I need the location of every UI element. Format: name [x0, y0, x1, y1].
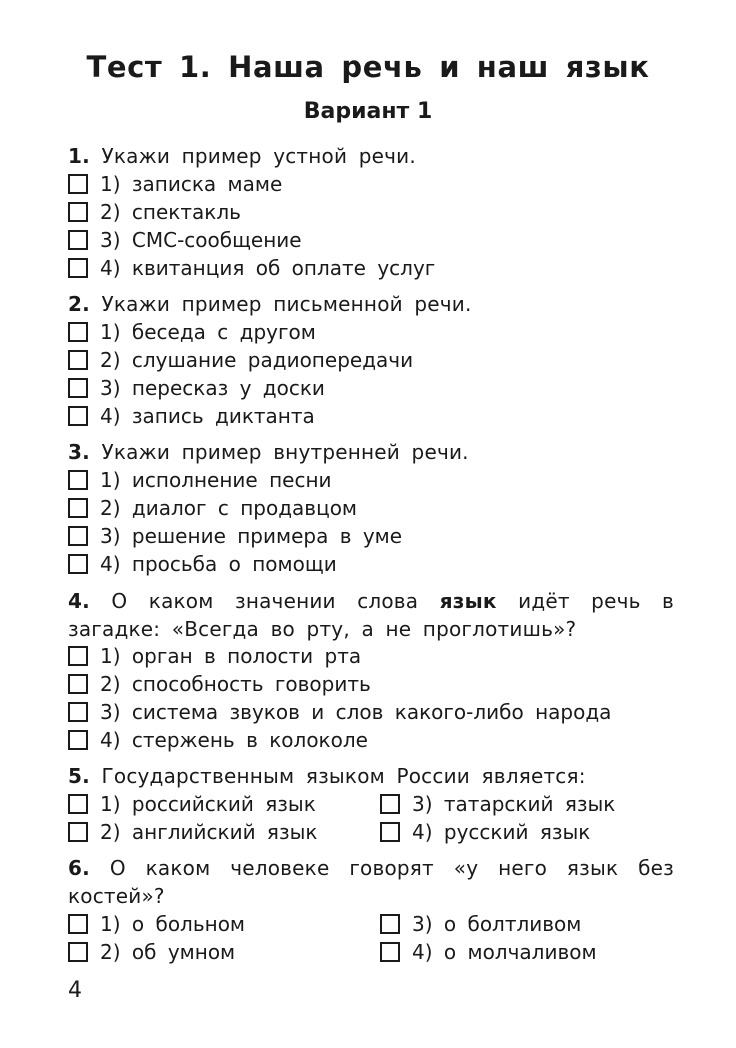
answer-option[interactable]: [68, 402, 315, 430]
option-label: 3) СМС-сообщение: [100, 228, 302, 252]
option-label: 2) диалог с продавцом: [100, 496, 358, 520]
checkbox[interactable]: [68, 526, 88, 546]
option-label: 2) способность говорить: [100, 672, 371, 696]
answer-option[interactable]: [68, 494, 357, 522]
option-label: 4) запись диктанта: [100, 404, 315, 428]
option-label: 3) решение примера в уме: [100, 524, 403, 548]
answer-option[interactable]: [68, 466, 332, 494]
option-label: 4) о молчаливом: [412, 940, 597, 964]
option-label: 2) слушание радиопередачи: [100, 348, 414, 372]
question-number: 4.: [68, 589, 90, 613]
question-text: Укажи пример внутренней речи.: [101, 440, 469, 464]
checkbox[interactable]: [380, 822, 400, 842]
question-text: О каком значении слова: [111, 589, 419, 613]
checkbox[interactable]: [68, 350, 88, 370]
option-label: 4) квитанция об оплате услуг: [100, 256, 436, 280]
option-label: 3) система звуков и слов какого-либо народа: [100, 700, 612, 724]
question-3: [68, 438, 674, 466]
option-label: 4) стержень в колоколе: [100, 728, 368, 752]
checkbox[interactable]: [68, 230, 88, 250]
option-label: 1) беседа с другом: [100, 320, 316, 344]
question-2: [68, 290, 674, 318]
checkbox[interactable]: [68, 646, 88, 666]
checkbox[interactable]: [68, 406, 88, 426]
checkbox[interactable]: [68, 470, 88, 490]
answer-option[interactable]: [68, 910, 245, 938]
checkbox[interactable]: [68, 554, 88, 574]
option-label: 3) пересказ у доски: [100, 376, 325, 400]
answer-option[interactable]: [68, 550, 337, 578]
answer-option[interactable]: [68, 698, 611, 726]
question-number: 6.: [68, 856, 90, 880]
checkbox[interactable]: [68, 822, 88, 842]
answer-option[interactable]: [380, 910, 581, 938]
question-text: Укажи пример письменной речи.: [101, 292, 472, 316]
answer-option[interactable]: [380, 938, 597, 966]
page-number: 4: [68, 978, 82, 1003]
checkbox[interactable]: [68, 378, 88, 398]
checkbox[interactable]: [68, 674, 88, 694]
checkbox[interactable]: [68, 174, 88, 194]
answer-option[interactable]: [68, 670, 371, 698]
option-label: 3) татарский язык: [412, 792, 616, 816]
checkbox[interactable]: [380, 942, 400, 962]
answer-option[interactable]: [68, 818, 317, 846]
answer-option[interactable]: [380, 790, 615, 818]
answer-option[interactable]: [68, 226, 302, 254]
variant-heading: Вариант 1: [303, 99, 433, 124]
question-text-continued: идёт речь в загадке: «Всегда во рту, а не проглотишь»?: [68, 589, 675, 641]
checkbox[interactable]: [68, 730, 88, 750]
checkbox[interactable]: [68, 202, 88, 222]
answer-option[interactable]: [68, 374, 325, 402]
question-1: [68, 142, 674, 170]
checkbox[interactable]: [380, 794, 400, 814]
option-label: 1) орган в полости рта: [100, 644, 362, 668]
option-label: 1) исполнение песни: [100, 468, 332, 492]
option-label: 2) спектакль: [100, 200, 241, 224]
option-label: 1) российский язык: [100, 792, 316, 816]
option-label: 4) просьба о помощи: [100, 552, 337, 576]
answer-option[interactable]: [68, 938, 235, 966]
checkbox[interactable]: [68, 322, 88, 342]
checkbox[interactable]: [68, 258, 88, 278]
question-text: Укажи пример устной речи.: [101, 144, 416, 168]
answer-option[interactable]: [380, 818, 590, 846]
question-number: 2.: [68, 292, 90, 316]
answer-option[interactable]: [68, 642, 361, 670]
checkbox[interactable]: [380, 914, 400, 934]
checkbox[interactable]: [68, 914, 88, 934]
question-number: 5.: [68, 764, 90, 788]
question-text: О каком человеке говорят «у него язык без костей»?: [68, 856, 674, 908]
checkbox[interactable]: [68, 498, 88, 518]
answer-option[interactable]: [68, 522, 402, 550]
question-keyword: язык: [439, 589, 497, 613]
checkbox[interactable]: [68, 794, 88, 814]
answer-option[interactable]: [68, 346, 413, 374]
answer-option[interactable]: [68, 198, 241, 226]
answer-option[interactable]: [68, 726, 368, 754]
answer-option[interactable]: [68, 254, 435, 282]
answer-option[interactable]: [68, 318, 316, 346]
option-label: 3) о болтливом: [412, 912, 582, 936]
answer-option[interactable]: [68, 790, 316, 818]
page-title: Тест 1. Наша речь и наш язык: [86, 50, 650, 84]
question-number: 1.: [68, 144, 90, 168]
answer-option[interactable]: [68, 170, 282, 198]
option-label: 1) о больном: [100, 912, 246, 936]
question-number: 3.: [68, 440, 90, 464]
option-label: 2) английский язык: [100, 820, 318, 844]
checkbox[interactable]: [68, 702, 88, 722]
checkbox[interactable]: [68, 942, 88, 962]
question-6: [68, 854, 674, 910]
question-5: [68, 762, 674, 790]
question-text: Государственным языком России является:: [101, 764, 586, 788]
option-label: 1) записка маме: [100, 172, 283, 196]
option-label: 2) об умном: [100, 940, 236, 964]
question-4: [68, 587, 674, 643]
option-label: 4) русский язык: [412, 820, 591, 844]
